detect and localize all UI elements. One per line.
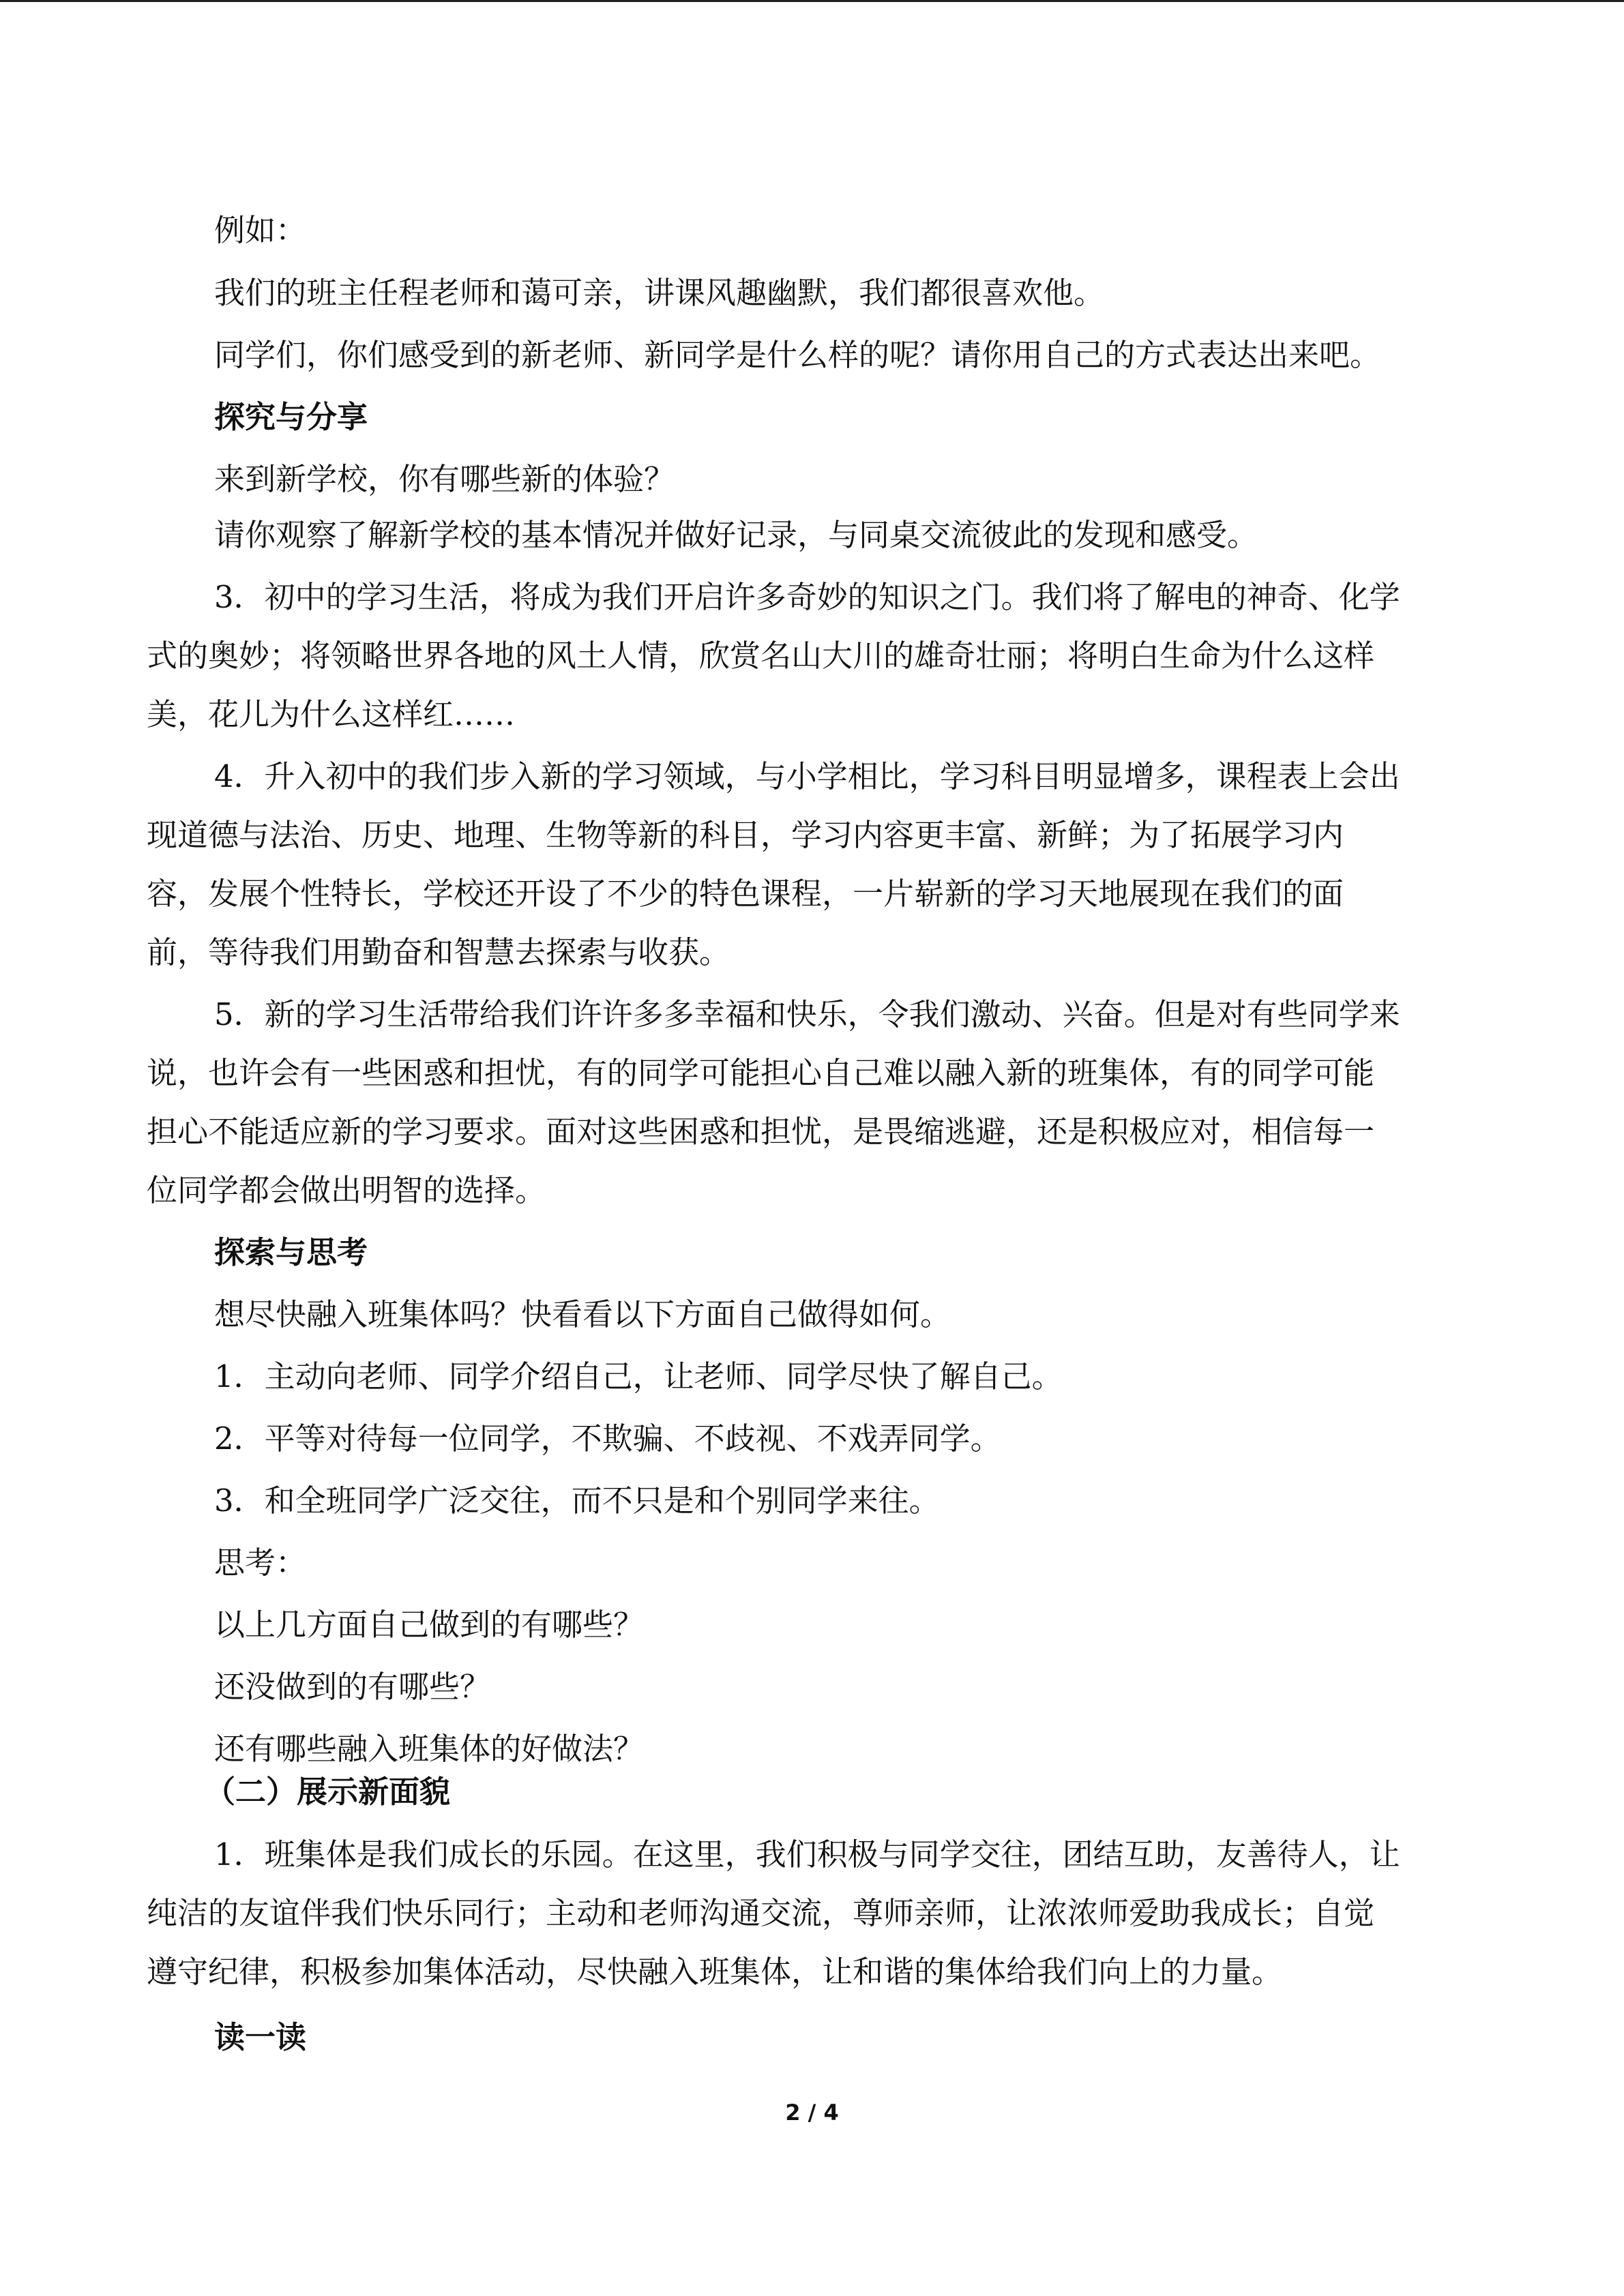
text-line: 容，发展个性特长，学校还开设了不少的特色课程，一片崭新的学习天地展现在我们的面 — [147, 876, 1344, 912]
text-line: 想尽快融入班集体吗？快看看以下方面自己做得如何。 — [214, 1296, 951, 1332]
text-line: 1．主动向老师、同学介绍自己，让老师、同学尽快了解自己。 — [214, 1358, 1063, 1395]
text-line: 美，花儿为什么这样红…… — [147, 696, 516, 732]
text-line: 同学们，你们感受到的新老师、新同学是什么样的呢？请你用自己的方式表达出来吧。 — [214, 337, 1381, 373]
text-line: 担心不能适应新的学习要求。面对这些困惑和担忧，是畏缩逃避，还是积极应对，相信每一 — [147, 1114, 1375, 1150]
text-line: 前，等待我们用勤奋和智慧去探索与收获。 — [147, 934, 730, 970]
text-line: 4．升入初中的我们步入新的学习领域，与小学相比，学习科目明显增多，课程表上会出 — [214, 758, 1400, 794]
section-heading: 探索与思考 — [214, 1234, 368, 1270]
text-line: 还没做到的有哪些？ — [214, 1669, 491, 1705]
page-number: 2 / 4 — [785, 2100, 839, 2126]
text-line: 还有哪些融入班集体的好做法？ — [214, 1731, 645, 1767]
text-line: 3．初中的学习生活，将成为我们开启许多奇妙的知识之门。我们将了解电的神奇、化学 — [214, 579, 1400, 615]
text-line: 说，也许会有一些困惑和担忧，有的同学可能担心自己难以融入新的班集体，有的同学可能 — [147, 1055, 1375, 1091]
text-line: 5．新的学习生活带给我们许许多多幸福和快乐，令我们激动、兴奋。但是对有些同学来 — [214, 996, 1400, 1032]
text-line: 2．平等对待每一位同学，不欺骗、不歧视、不戏弄同学。 — [214, 1420, 1001, 1457]
text-line: 遵守纪律，积极参加集体活动，尽快融入班集体，让和谐的集体给我们向上的力量。 — [147, 1954, 1283, 1990]
text-line: 请你观察了解新学校的基本情况并做好记录，与同桌交流彼此的发现和感受。 — [214, 517, 1258, 553]
text-line: 纯洁的友谊伴我们快乐同行；主动和老师沟通交流，尊师亲师，让浓浓师爱助我成长；自觉 — [147, 1895, 1375, 1931]
text-line: 来到新学校，你有哪些新的体验？ — [214, 461, 675, 497]
text-line: 1．班集体是我们成长的乐园。在这里，我们积极与同学交往，团结互助，友善待人，让 — [214, 1836, 1400, 1873]
section-heading: 读一读 — [214, 2019, 307, 2055]
text-line: 3．和全班同学广泛交往，而不只是和个别同学来往。 — [214, 1482, 940, 1519]
section-heading: 探究与分享 — [214, 399, 368, 435]
text-line: 式的奥妙；将领略世界各地的风土人情，欣赏名山大川的雄奇壮丽；将明白生命为什么这样 — [147, 638, 1375, 674]
text-line: 例如： — [214, 212, 307, 248]
text-line: 以上几方面自己做到的有哪些？ — [214, 1607, 645, 1643]
section-heading: （二）展示新面貌 — [205, 1774, 451, 1810]
text-line: 思考： — [214, 1545, 307, 1581]
text-line: 我们的班主任程老师和蔼可亲，讲课风趣幽默，我们都很喜欢他。 — [214, 275, 1105, 311]
text-line: 现道德与法治、历史、地理、生物等新的科目，学习内容更丰富、新鲜；为了拓展学习内 — [147, 817, 1344, 853]
text-line: 位同学都会做出明智的选择。 — [147, 1172, 546, 1208]
